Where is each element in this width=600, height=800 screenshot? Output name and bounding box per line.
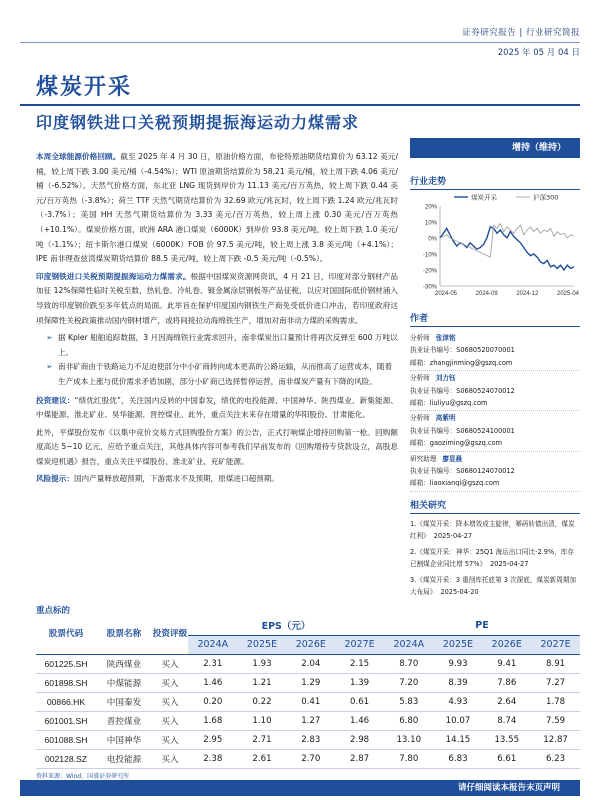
pe-value: 9.41 [482,654,531,673]
pe-value: 10.07 [434,711,483,730]
eps-value: 2.98 [335,730,384,749]
key-stocks-table [36,616,580,769]
eps-value: 2.87 [335,749,384,768]
table-row [36,673,580,692]
bullet-text: 据 Kpler 船舶追踪数据，3 月因海绵铁行业需求回升，南非煤炭出口量预计将再次反弹至 600 万吨以上。 [58,333,398,357]
bullet-item [36,360,398,389]
author-email: 邮箱：gaoziming@gszq.com [410,439,502,448]
sidebar [410,138,580,602]
author-role: 研究助理 [410,454,437,463]
stock-code: 002128.SZ [36,749,96,768]
author-role: 分析师 [410,414,430,423]
table-row [36,654,580,673]
eps-value: 1.93 [238,654,287,673]
header-divider [20,42,580,43]
pe-value: 12.87 [531,730,580,749]
x-tick-label: 2025-04 [556,291,580,297]
trend-chart-svg [410,190,580,305]
table-title: 重点标的 [36,606,71,616]
col-code-header: 股票代码 [36,616,96,654]
paragraph-heading: 印度钢铁进口关税预期提振海运动力煤需求。 [36,271,191,281]
pe-value: 7.80 [384,749,434,768]
related-date: 2025-04-27 [490,559,529,568]
author-entry [410,371,580,411]
y-tick-label: -10% [422,252,437,259]
related-title: 2.《煤炭开采：神华：25Q1 海运出口同比-2.9%，库存已割煤企业同比增 57%》 [410,547,574,568]
pe-value: 8.91 [531,654,580,673]
eps-value: 1.29 [286,673,335,692]
eps-value: 2.15 [335,654,384,673]
bullet-item [36,331,398,360]
table-row [36,749,580,768]
paragraph-heading: 本周全球能源价格回顾。 [36,152,121,161]
pe-value: 7.59 [531,711,580,730]
y-tick-label: 0% [428,236,437,243]
author-entry [410,452,580,492]
author-name: 廖显晨 [442,454,463,463]
paragraph-buyback [36,426,398,470]
eps-value: 2.31 [188,654,238,673]
author-cert: 执业证书编号：S0680524070012 [410,386,515,395]
paragraph-text: “绩优红股优”，关注国内反转的中国泰发，绩优的电投能源、中国神华、陕西煤业、新集能源、中煤能源、淮北矿业、昊华能源、晋控煤业。此外，重点关注未来存在增量的华阳股份、甘肃能化。 [36,395,398,420]
series-line-1 [440,224,574,258]
pe-value: 8.39 [434,673,483,692]
year-header: 2026E [286,635,335,654]
eps-value: 0.20 [188,692,238,711]
stock-rating: 买入 [152,711,188,730]
eps-value: 0.22 [238,692,287,711]
stock-rating: 买入 [152,673,188,692]
author-role: 分析师 [410,374,430,383]
table-source: 资料来源：Wind，国盛证券研究所 [36,773,130,780]
year-header: 2027E [335,635,384,654]
paragraph-risk [36,472,398,487]
pe-value: 1.78 [531,692,580,711]
paragraph-text: 国内产量释放超预期，下游需求不及预期，原煤进口超预期。 [73,474,279,484]
legend-label: 沪深300 [533,193,559,202]
eps-value: 2.70 [286,749,335,768]
eps-value: 0.61 [335,692,384,711]
legend-label: 煤炭开采 [471,193,497,202]
sector-title: 煤炭开采 [36,74,133,100]
author-entry [410,331,580,371]
eps-value: 1.27 [286,711,335,730]
report-date: 2025 年 05 月 04 日 [497,48,580,58]
pe-value: 8.74 [482,711,531,730]
author-name-line [410,412,580,424]
author-email: 邮箱：liaoxianqi@gszq.com [410,479,500,488]
paragraph-text: 截至 2025 年 4 月 30 日，原油价格方面，布伦特原油期货结算价为 63.12 美元/桶，较上周下跌 3.00 美元/桶（-4.54%）；WTI 原油期货结算价为 58.21 美元/桶，较上周下跌 4.06 美元/桶（-6.52%）。天然气价格方面，东北亚 LNG 现货到岸价为 11.13 美元/百万英热，较上周下跌 0.44 美元/百万英热（-3.8%）；荷兰 TTF 天然气期货结算价为 32.69 欧元/兆瓦时，较上周下跌 1.24 欧元/兆瓦时（-3.7%）；美国 HH 天然气期货结算价为 3.33 美元/百万英热，较上周上涨 0.30 美元/百万英热（+10.1%）。煤炭价格方面，欧洲 ARA 港口煤炭（6000K）到岸价 93.8 美元/吨，较上周下跌 1.0 美元/吨（-1.1%）；纽卡斯尔港口煤炭（6000K）FOB 价 97.5 美元/吨，较上周上涨 3.8 美元/吨（+4.1%）；IPE 南非理查兹湾煤炭期货结算价 88.5 美元/吨，较上周下跌 -0.5 美元/吨（-0.5%）。 [36,152,398,264]
stock-code: 601225.SH [36,654,96,673]
stock-code: 601001.SH [36,711,96,730]
stock-name: 电投能源 [96,749,152,768]
eps-value: 1.46 [188,673,238,692]
related-item [410,546,580,570]
pe-value: 9.93 [434,654,483,673]
related-item [410,574,580,598]
author-name-line [410,372,580,384]
year-header: 2024A [384,635,434,654]
pe-value: 14.15 [434,730,483,749]
eps-value: 1.39 [335,673,384,692]
eps-value: 1.21 [238,673,287,692]
author-role: 分析师 [410,334,430,342]
y-tick-label: -20% [422,268,437,275]
footer-bar: 请仔细阅读本报告末页声明 [20,780,580,796]
related-date: 2025-04-27 [433,531,473,540]
pe-value: 13.10 [384,730,434,749]
author-email: 邮箱：liuliyu@gszq.com [410,399,488,408]
trend-section-title: 行业走势 [410,174,580,190]
report-body [36,150,398,490]
pe-value: 6.83 [434,749,483,768]
related-section-title: 相关研究 [410,498,580,514]
eps-value: 2.38 [188,749,238,768]
pe-value: 5.83 [384,692,434,711]
year-header: 2027E [531,635,580,654]
eps-group-header: EPS（元） [188,616,384,635]
eps-value: 1.10 [238,711,287,730]
pe-value: 6.61 [482,749,531,768]
pe-value: 4.93 [434,692,483,711]
trend-chart [410,190,580,305]
eps-value: 0.41 [286,692,335,711]
eps-value: 2.95 [188,730,238,749]
stock-code: 601088.SH [36,730,96,749]
year-header: 2025E [238,635,287,654]
related-title: 1.《煤炭开采：降本增效成主旋律，幂码转债出清，煤炭红利》 [410,519,575,540]
eps-value: 1.68 [188,711,238,730]
stock-name: 陕西煤业 [96,654,152,673]
col-rating-header: 投资评级 [152,616,188,654]
paragraph-energy-review [36,150,398,267]
year-header: 2026E [482,635,531,654]
x-tick-label: 2024-05 [434,291,458,297]
author-email: 邮箱：zhangjinming@gszq.com [410,358,513,367]
year-header: 2025E [434,635,483,654]
paragraph-india-steel [36,270,398,328]
table-row [36,730,580,749]
report-type-label: 证券研究报告 | 行业研究简报 [462,28,580,38]
paragraph-heading: 风险提示： [36,474,74,484]
stock-code: 00866.HK [36,692,96,711]
stock-name: 晋控煤业 [96,711,152,730]
author-name: 张津铭 [435,334,456,342]
author-name: 高紫明 [435,414,456,423]
stock-rating: 买入 [152,654,188,673]
pe-value: 7.27 [531,673,580,692]
related-list [410,518,580,598]
pe-group-header: PE [384,616,580,635]
pe-value: 13.55 [482,730,531,749]
authors-list [410,331,580,492]
y-tick-label: -30% [422,284,437,291]
pe-value: 7.20 [384,673,434,692]
year-header: 2024A [188,635,238,654]
x-tick-label: 2024-09 [475,291,498,297]
author-cert: 执业证书编号：S0680524100001 [410,426,515,435]
eps-value: 1.46 [335,711,384,730]
paragraph-heading: 投资建议： [36,395,75,405]
rating-badge: 增持（维持） [410,138,580,158]
stock-name: 中煤能源 [96,673,152,692]
bullet-arrow-icon: ➢ [46,333,53,343]
table-row [36,692,580,711]
eps-value: 2.61 [238,749,287,768]
pe-value: 6.23 [531,749,580,768]
stock-rating: 买入 [152,692,188,711]
y-tick-label: 20% [424,204,437,211]
eps-value: 2.83 [286,730,335,749]
stock-rating: 买入 [152,730,188,749]
author-entry [410,411,580,451]
pe-value: 8.70 [384,654,434,673]
stock-rating: 买入 [152,749,188,768]
author-name-line [410,453,580,465]
author-name: 刘力钰 [435,374,456,383]
bullet-text: 南非矿商由于铁路运力不足迫使部分中小矿商转向成本更高的公路运输，从而推高了运营成本，随着生产成本上涨与低价需求矛盾加剧，部分小矿商已选择暂停运营，南非煤炭产量有下降的风险。 [58,362,393,386]
author-cert: 执业证书编号：S0680520070001 [410,346,515,355]
col-name-header: 股票名称 [96,616,152,654]
paragraph-investment-advice [36,394,398,423]
eps-value: 2.04 [286,654,335,673]
paragraph-text: 根据中国煤炭资源网资讯，4 月 21 日，印度对部分钢材产品加征 12%保障性临时关税至数，热轧卷、冷轧卷、镀金属涂层钢板等产品征税，以应对国国际低价钢材涌入导致的印度钢价跌至多年低点的局面。此举旨在保护印度国内钢铁生产商免受低价进口冲击，若印度政府这项保障性关税政策推动国内钢材增产，或将间接拉动海绵铁生产，增加对南非动力煤的采购需求。 [36,271,399,325]
stock-name: 中国秦发 [96,692,152,711]
report-title: 印度钢铁进口关税预期提振海运动力煤需求 [36,113,360,132]
authors-section-title: 作者 [410,311,580,327]
pe-value: 6.80 [384,711,434,730]
eps-value: 2.71 [238,730,287,749]
table-row [36,711,580,730]
paragraph-text: 此外，平煤股份发布《以集中竞价交易方式回购股份方案》的公告，正式打响煤企增持回购第一枪。回购额度高达 5~10 亿元，应给予重点关注，其他具体内容可参考我们早前发布的《回购增持专贷款设立，高股息煤炭迎机遇》报告，重点关注平煤股份、淮北矿业、兖矿能源。 [36,427,398,466]
related-date: 2025-04-20 [440,587,479,596]
sector-divider [20,104,580,106]
related-title: 3.《煤炭开采：3 重削库托底第 3 次探底，煤炭新周期加大布局》 [410,575,577,596]
author-cert: 执业证书编号：S0680124070012 [410,467,515,476]
pe-value: 7.86 [482,673,531,692]
author-name-line [410,332,580,344]
bullet-arrow-icon: ➢ [46,362,53,372]
table-body [36,654,580,768]
series-line-0 [440,227,574,270]
x-tick-label: 2024-12 [516,291,539,297]
pe-value: 2.64 [482,692,531,711]
related-item [410,518,580,542]
y-tick-label: 10% [424,220,437,227]
stock-name: 中国神华 [96,730,152,749]
stock-code: 601898.SH [36,673,96,692]
